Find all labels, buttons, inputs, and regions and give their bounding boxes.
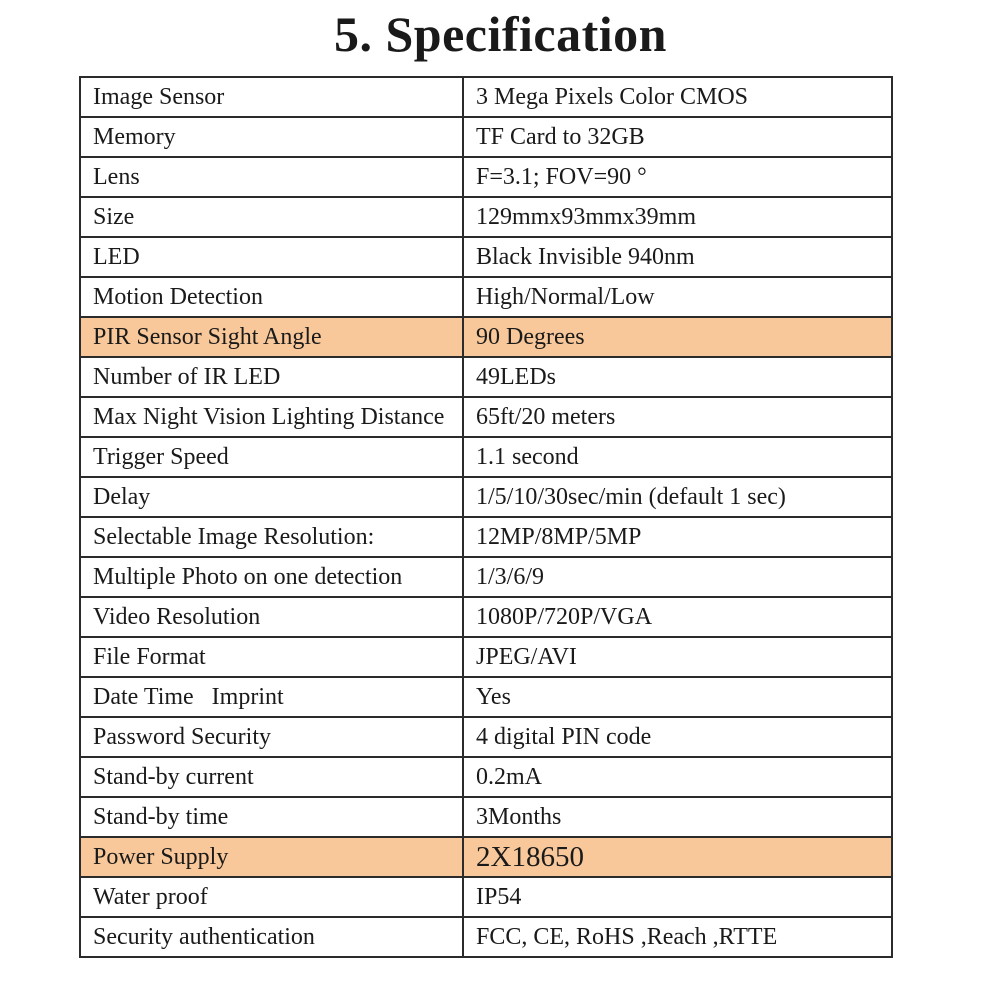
- spec-table: [79, 76, 893, 958]
- spec-value: 3Months: [463, 797, 892, 837]
- spec-value: F=3.1; FOV=90 °: [463, 157, 892, 197]
- spec-value: 12MP/8MP/5MP: [463, 517, 892, 557]
- table-row: [80, 637, 892, 677]
- spec-label: File Format: [80, 637, 463, 677]
- table-row: [80, 877, 892, 917]
- table-row: [80, 77, 892, 117]
- table-row: [80, 597, 892, 637]
- spec-value: 1080P/720P/VGA: [463, 597, 892, 637]
- table-row: [80, 397, 892, 437]
- table-row: [80, 917, 892, 957]
- spec-value: TF Card to 32GB: [463, 117, 892, 157]
- spec-value: Black Invisible 940nm: [463, 237, 892, 277]
- spec-value: 3 Mega Pixels Color CMOS: [463, 77, 892, 117]
- table-row: [80, 157, 892, 197]
- spec-label: Selectable Image Resolution:: [80, 517, 463, 557]
- spec-value: 0.2mA: [463, 757, 892, 797]
- spec-value: 129mmx93mmx39mm: [463, 197, 892, 237]
- table-row: [80, 277, 892, 317]
- table-row-highlighted: [80, 317, 892, 357]
- spec-label: Power Supply: [80, 837, 463, 877]
- spec-label: Trigger Speed: [80, 437, 463, 477]
- spec-value: Yes: [463, 677, 892, 717]
- table-row: [80, 757, 892, 797]
- spec-label: PIR Sensor Sight Angle: [80, 317, 463, 357]
- table-row: [80, 517, 892, 557]
- spec-value: 1/5/10/30sec/min (default 1 sec): [463, 477, 892, 517]
- page-title: 5. Specification: [334, 6, 667, 62]
- spec-label: Water proof: [80, 877, 463, 917]
- table-row: [80, 437, 892, 477]
- spec-label: Size: [80, 197, 463, 237]
- spec-label: Multiple Photo on one detection: [80, 557, 463, 597]
- table-row: [80, 677, 892, 717]
- spec-value: High/Normal/Low: [463, 277, 892, 317]
- spec-value: FCC, CE, RoHS ,Reach ,RTTE: [463, 917, 892, 957]
- table-row: [80, 557, 892, 597]
- spec-label: Memory: [80, 117, 463, 157]
- spec-label: Date Time Imprint: [80, 677, 463, 717]
- table-row: [80, 477, 892, 517]
- spec-value: JPEG/AVI: [463, 637, 892, 677]
- spec-label: LED: [80, 237, 463, 277]
- table-row: [80, 717, 892, 757]
- spec-label: Stand-by time: [80, 797, 463, 837]
- spec-value: 49LEDs: [463, 357, 892, 397]
- spec-value: 90 Degrees: [463, 317, 892, 357]
- spec-value: 4 digital PIN code: [463, 717, 892, 757]
- table-row: [80, 237, 892, 277]
- table-row: [80, 117, 892, 157]
- spec-value: 65ft/20 meters: [463, 397, 892, 437]
- spec-label: Motion Detection: [80, 277, 463, 317]
- spec-value: IP54: [463, 877, 892, 917]
- spec-label: Image Sensor: [80, 77, 463, 117]
- spec-label: Lens: [80, 157, 463, 197]
- spec-value: 2X18650: [463, 837, 892, 877]
- table-row: [80, 797, 892, 837]
- table-row: [80, 197, 892, 237]
- spec-value: 1.1 second: [463, 437, 892, 477]
- table-row: [80, 357, 892, 397]
- spec-label: Number of IR LED: [80, 357, 463, 397]
- spec-label: Password Security: [80, 717, 463, 757]
- spec-label: Delay: [80, 477, 463, 517]
- spec-label: Stand-by current: [80, 757, 463, 797]
- spec-label: Security authentication: [80, 917, 463, 957]
- spec-value: 1/3/6/9: [463, 557, 892, 597]
- spec-label: Video Resolution: [80, 597, 463, 637]
- spec-label: Max Night Vision Lighting Distance: [80, 397, 463, 437]
- table-row-highlighted: [80, 837, 892, 877]
